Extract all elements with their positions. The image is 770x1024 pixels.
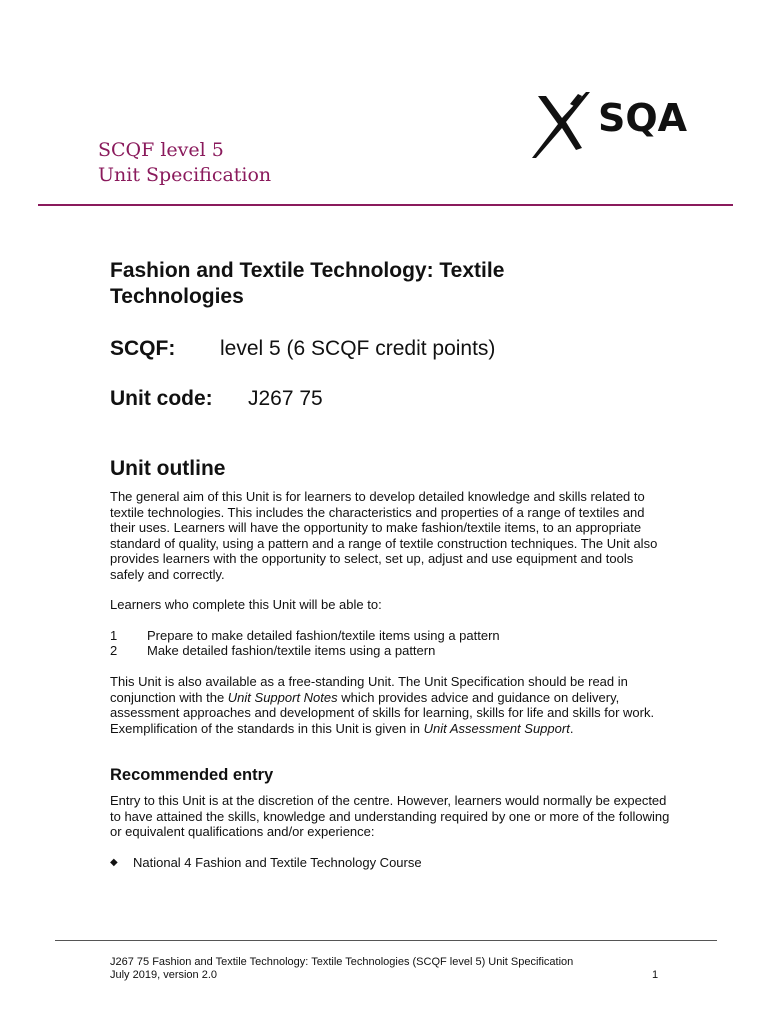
footer-divider — [55, 940, 717, 941]
free-standing-text: This Unit is also available as a free-standing Unit. The Unit Specification should be read in conjunction with the — [110, 674, 628, 705]
footer-title: J267 75 Fashion and Textile Technology: Textile Technologies (SCQF level 5) Unit Specification — [110, 956, 574, 968]
sqa-logo-text: SQA — [598, 96, 688, 140]
unit-support-notes-ref: Unit Support Notes — [227, 689, 338, 705]
scqf-row — [110, 337, 175, 361]
outcome-text: Make detailed fashion/textile items using a pattern — [147, 643, 436, 658]
unit-assessment-support-ref: Unit Assessment Support — [423, 720, 570, 736]
unit-code-value: J267 75 — [248, 387, 323, 410]
footer-version: July 2019, version 2.0 — [110, 969, 218, 981]
header-doc-type: Unit Specification — [98, 164, 272, 186]
free-standing-text: which provides advice and guidance on delivery, assessment approaches and development of skills for learning, skills for life and skills for work. Exemplification of the standards in this Unit is given in — [110, 689, 655, 736]
unit-code-label: Unit code: — [110, 387, 213, 410]
free-standing-text: . — [569, 720, 574, 736]
header-level: SCQF level 5 — [98, 139, 224, 161]
page-title: Fashion and Textile Technology: Textile Technologies — [110, 259, 505, 308]
page-number: 1 — [652, 969, 659, 981]
entry-bullet-item: National 4 Fashion and Textile Technology Course — [133, 855, 422, 870]
able-to-text: Learners who complete this Unit will be able to: — [110, 597, 382, 612]
recommended-entry-text: Entry to this Unit is at the discretion of the centre. However, learners would normally be expected to have attained the skills, knowledge and understanding required by one or more of the following or equivalent qualifications and/or experience: — [110, 793, 670, 839]
outcome-number: 1 — [110, 628, 118, 643]
outcome-text: Prepare to make detailed fashion/textile items using a pattern — [147, 628, 500, 643]
unit-outline-heading: Unit outline — [110, 457, 226, 480]
scqf-value: level 5 (6 SCQF credit points) — [220, 337, 496, 360]
header-divider — [38, 204, 733, 206]
unit-outline-intro: The general aim of this Unit is for learners to develop detailed knowledge and skills related to textile technologies. This includes the characteristics and properties of a range of textiles and their uses. Learners will have the opportunity to make fashion/textile items, to an appropriate standard of quality, using a pattern and a range of textile construction techniques. The Unit also provides learners with the opportunity to select, set up, adjust and use equipment and tools safely and correctly. — [110, 489, 658, 582]
bullet-icon: ◆ — [110, 857, 118, 868]
unit-code-row — [110, 387, 213, 411]
scqf-label: SCQF: — [110, 337, 176, 360]
free-standing-paragraph — [110, 674, 670, 736]
outcome-number: 2 — [110, 643, 118, 658]
recommended-entry-heading: Recommended entry — [110, 766, 274, 784]
